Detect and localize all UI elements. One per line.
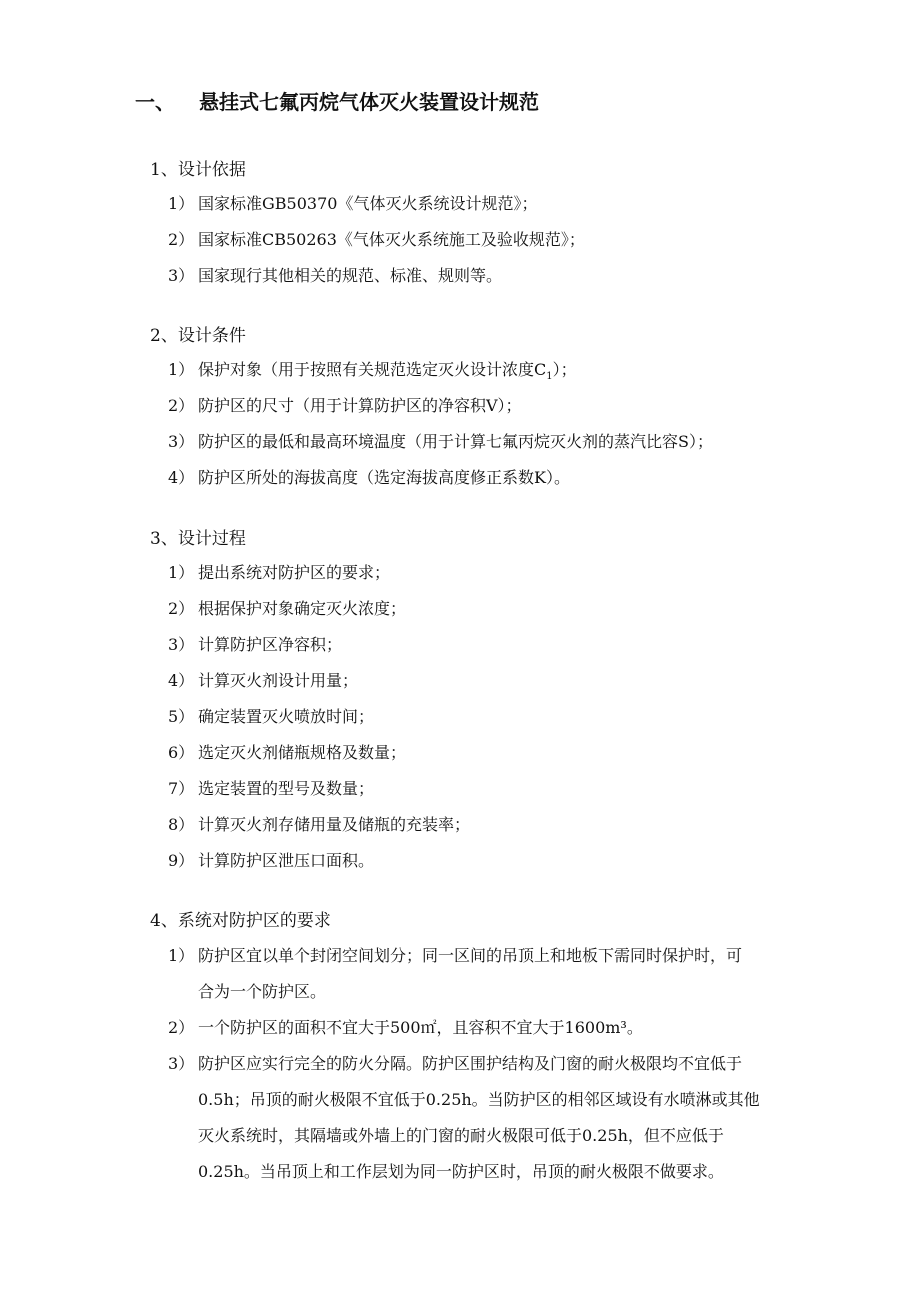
title-number: 一、	[135, 90, 175, 114]
list-item: 4） 计算灭火剂设计用量；	[168, 671, 359, 690]
list-item: 2） 一个防护区的面积不宜大于500㎡，且容积不宜大于1600m³。	[168, 1018, 643, 1037]
title-text: 悬挂式七氟丙烷气体灭火装置设计规范	[199, 90, 539, 114]
list-item: 1） 防护区宜以单个封闭空间划分；同一区间的吊顶上和地板下需同时保护时，可	[168, 946, 743, 965]
list-item: 2） 根据保护对象确定灭火浓度；	[168, 599, 407, 618]
list-item: 2） 防护区的尺寸（用于计算防护区的净容积V）；	[168, 396, 522, 415]
list-item: 9） 计算防护区泄压口面积。	[168, 851, 375, 870]
list-item: 8） 计算灭火剂存储用量及储瓶的充装率；	[168, 815, 471, 834]
list-item: 2） 国家标准CB50263《气体灭火系统施工及验收规范》；	[168, 230, 585, 249]
list-item: 3） 国家现行其他相关的规范、标准、规则等。	[168, 266, 503, 285]
list-item: 5） 确定装置灭火喷放时间；	[168, 707, 375, 726]
list-item: 3） 防护区应实行完全的防火分隔。防护区围护结构及门窗的耐火极限均不宜低于	[168, 1054, 743, 1073]
list-item-continuation: 灭火系统时，其隔墙或外墙上的门窗的耐火极限可低于0.25h，但不应低于	[198, 1126, 724, 1145]
section-heading-basis: 1、设计依据	[150, 160, 246, 180]
list-item-continuation: 合为一个防护区。	[198, 982, 327, 1001]
list-item: 6） 选定灭火剂储瓶规格及数量；	[168, 743, 407, 762]
list-item: 1） 提出系统对防护区的要求；	[168, 563, 391, 582]
document-title	[135, 86, 539, 115]
section-heading-process: 3、设计过程	[150, 529, 246, 549]
list-item: 1） 保护对象（用于按照有关规范选定灭火设计浓度$C_1$）；	[168, 360, 577, 383]
list-item: 4） 防护区所处的海拔高度（选定海拔高度修正系数K）。	[168, 468, 570, 487]
list-item-continuation: 0.5h；吊顶的耐火极限不宜低于0.25h。当防护区的相邻区域设有水喷淋或其他	[198, 1090, 760, 1109]
list-item: 3） 防护区的最低和最高环境温度（用于计算七氟丙烷灭火剂的蒸汽比容S）；	[168, 432, 713, 451]
section-heading-conditions: 2、设计条件	[150, 326, 246, 346]
list-item-continuation: 0.25h。当吊顶上和工作层划为同一防护区时，吊顶的耐火极限不做要求。	[198, 1162, 724, 1181]
section-heading-requirements: 4、系统对防护区的要求	[150, 911, 331, 931]
list-item: 1） 国家标准GB50370《气体灭火系统设计规范》；	[168, 194, 538, 213]
list-item: 7） 选定装置的型号及数量；	[168, 779, 375, 798]
list-item: 3） 计算防护区净容积；	[168, 635, 343, 654]
